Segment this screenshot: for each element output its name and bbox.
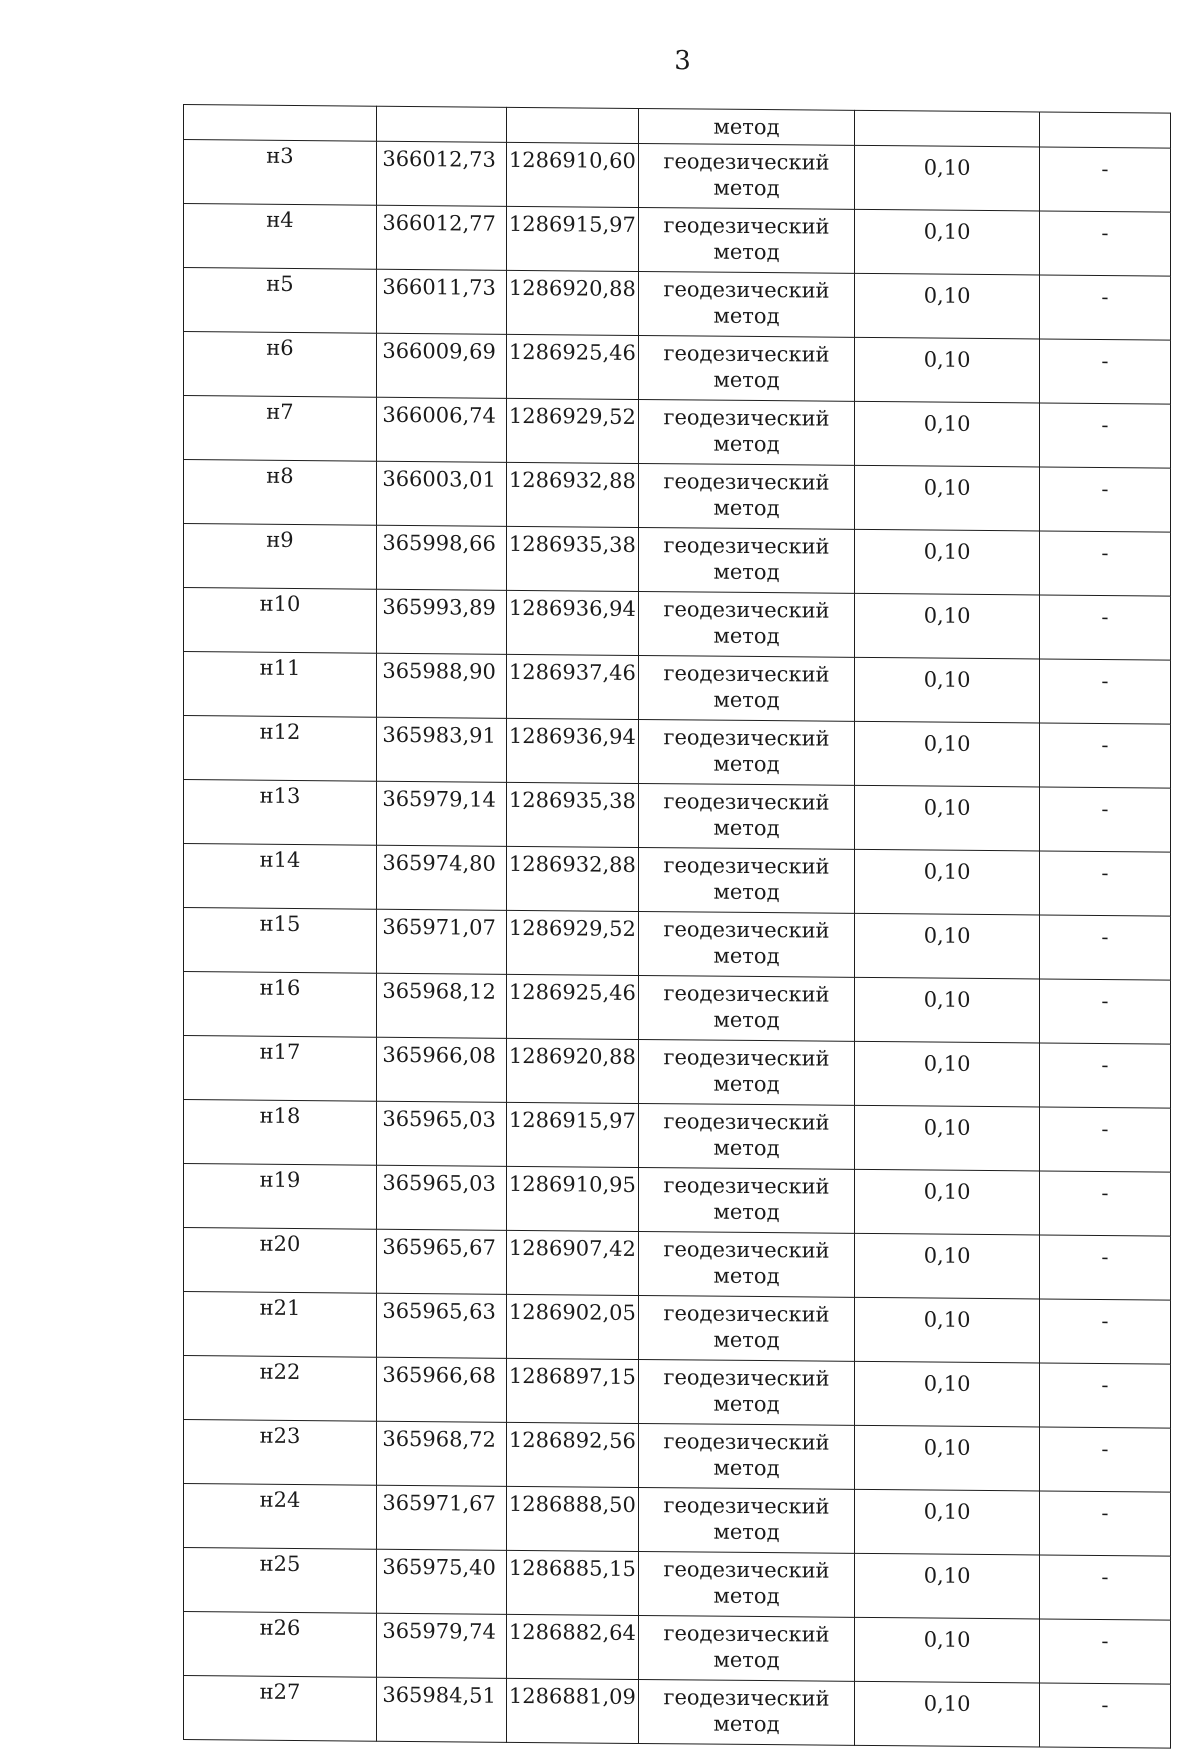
method-line-1: геодезический (663, 1109, 830, 1135)
x-coordinate-cell: 365968,12 (376, 973, 506, 1038)
y-coordinate-cell: 1286902,05 (506, 1294, 638, 1359)
description-cell: - (1039, 1107, 1170, 1172)
table-row (184, 1164, 1171, 1237)
method-cell (638, 399, 854, 465)
table-row (184, 140, 1171, 213)
table-row (184, 1420, 1171, 1493)
y-coordinate-cell: 1286936,94 (506, 590, 638, 655)
method-cell (638, 1551, 854, 1617)
accuracy-cell: 0,10 (855, 1041, 1040, 1107)
method-line-1: геодезический (663, 661, 830, 687)
method-line-2: метод (713, 495, 780, 521)
y-coordinate-cell: 1286907,42 (506, 1230, 638, 1295)
method-line-1: геодезический (663, 213, 830, 239)
point-number-cell: н12 (184, 716, 377, 782)
point-number-cell: н9 (184, 524, 377, 590)
accuracy-cell: 0,10 (855, 337, 1040, 403)
point-number-cell: н22 (184, 1356, 377, 1422)
method-cell (638, 847, 854, 913)
method-line-1: геодезический (663, 277, 830, 303)
accuracy-cell: 0,10 (855, 465, 1040, 531)
method-cell (638, 975, 854, 1041)
table-row (184, 1676, 1171, 1749)
y-coordinate-cell: 1286932,88 (506, 462, 638, 527)
point-number-cell: н24 (184, 1484, 377, 1550)
method-line-2: метод (713, 1647, 780, 1673)
method-cell (638, 143, 854, 209)
x-coordinate-cell: 366003,01 (376, 461, 506, 526)
accuracy-cell: 0,10 (855, 785, 1040, 851)
method-line-2: метод (713, 687, 780, 713)
method-line-1: геодезический (663, 469, 830, 495)
x-coordinate-cell: 366011,73 (376, 269, 506, 334)
x-coordinate-cell: 365974,80 (376, 845, 506, 910)
x-coordinate-cell: 365971,67 (376, 1485, 506, 1550)
accuracy-cell: 0,10 (855, 849, 1040, 915)
description-cell: - (1039, 467, 1170, 532)
accuracy-cell: 0,10 (855, 657, 1040, 723)
table-row (184, 396, 1171, 469)
method-cell (638, 1039, 854, 1105)
accuracy-cell: 0,10 (855, 913, 1040, 979)
description-cell: - (1039, 531, 1170, 596)
x-coordinate-cell: 366012,73 (376, 141, 506, 206)
method-line-1: геодезический (663, 725, 830, 751)
method-cell (638, 655, 854, 721)
description-cell: - (1039, 211, 1170, 276)
accuracy-cell: 0,10 (855, 1489, 1040, 1555)
accuracy-cell: 0,10 (855, 1169, 1040, 1235)
accuracy-cell: 0,10 (855, 529, 1040, 595)
x-coordinate-cell: 365966,68 (376, 1357, 506, 1422)
method-line-1: геодезический (663, 1621, 830, 1647)
table-row (184, 204, 1171, 277)
accuracy-cell: 0,10 (855, 1617, 1040, 1683)
y-coordinate-cell: 1286915,97 (506, 1102, 638, 1167)
description-cell: - (1039, 979, 1170, 1044)
description-cell: - (1039, 1555, 1170, 1620)
y-coordinate-cell: 1286935,38 (506, 782, 638, 847)
method-line-2: метод (713, 559, 780, 585)
point-number-cell: н5 (184, 268, 377, 334)
table-row (184, 652, 1171, 725)
point-number-cell: н15 (184, 908, 377, 974)
accuracy-cell: 0,10 (855, 593, 1040, 659)
method-line-1: геодезический (663, 341, 830, 367)
point-cell (184, 105, 377, 142)
method-line-1: геодезический (663, 149, 830, 175)
y-coordinate-cell: 1286925,46 (506, 334, 638, 399)
accuracy-cell: 0,10 (855, 977, 1040, 1043)
y-coordinate-cell: 1286915,97 (506, 206, 638, 271)
description-cell: - (1039, 1299, 1170, 1364)
y-coordinate-cell: 1286882,64 (506, 1614, 638, 1679)
method-cell (638, 1487, 854, 1553)
y-coordinate-cell: 1286925,46 (506, 974, 638, 1039)
description-cell: - (1039, 1427, 1170, 1492)
table-row (184, 716, 1171, 789)
method-line-2: метод (713, 1007, 780, 1033)
table-row (184, 332, 1171, 405)
table-row (184, 972, 1171, 1045)
method-cell (638, 1615, 854, 1681)
point-number-cell: н14 (184, 844, 377, 910)
coordinates-table (183, 104, 1171, 1749)
description-cell (1039, 112, 1170, 148)
description-cell: - (1039, 147, 1170, 212)
method-line-1: геодезический (663, 1045, 830, 1071)
method-cell (638, 1295, 854, 1361)
method-line-2: метод (713, 1391, 780, 1417)
point-number-cell: н25 (184, 1548, 377, 1614)
method-line-1: геодезический (663, 1365, 830, 1391)
method-line-2: метод (713, 1327, 780, 1353)
x-coordinate-cell: 365965,03 (376, 1101, 506, 1166)
description-cell: - (1039, 1363, 1170, 1428)
x-coordinate-cell: 366006,74 (376, 397, 506, 462)
y-coordinate-cell: 1286935,38 (506, 526, 638, 591)
method-cell (638, 207, 854, 273)
accuracy-cell: 0,10 (855, 1553, 1040, 1619)
method-line-2: метод (713, 1519, 780, 1545)
method-line-1: геодезический (663, 1429, 830, 1455)
method-cell (638, 271, 854, 337)
y-coordinate-cell: 1286937,46 (506, 654, 638, 719)
x-cell (376, 106, 506, 142)
x-coordinate-cell: 365966,08 (376, 1037, 506, 1102)
y-coordinate-cell: 1286929,52 (506, 398, 638, 463)
x-coordinate-cell: 365968,72 (376, 1421, 506, 1486)
y-coordinate-cell: 1286892,56 (506, 1422, 638, 1487)
method-line-2: метод (713, 815, 780, 841)
x-coordinate-cell: 365998,66 (376, 525, 506, 590)
method-line-1: геодезический (663, 533, 830, 559)
method-cell: метод (638, 108, 854, 145)
y-coordinate-cell: 1286910,60 (506, 142, 638, 207)
point-number-cell: н13 (184, 780, 377, 846)
method-line-1: геодезический (663, 917, 830, 943)
method-line-2: метод (713, 1135, 780, 1161)
point-number-cell: н7 (184, 396, 377, 462)
table-row (184, 1612, 1171, 1685)
accuracy-cell: 0,10 (855, 1681, 1040, 1747)
table-row (184, 1292, 1171, 1365)
method-cell (638, 1103, 854, 1169)
table-row (184, 780, 1171, 853)
x-coordinate-cell: 366009,69 (376, 333, 506, 398)
y-coordinate-cell: 1286888,50 (506, 1486, 638, 1551)
point-number-cell: н16 (184, 972, 377, 1038)
table-row (184, 268, 1171, 341)
method-line-1: геодезический (663, 1301, 830, 1327)
method-line-2: метод (713, 1199, 780, 1225)
method-line-1: геодезический (663, 1493, 830, 1519)
x-coordinate-cell: 365984,51 (376, 1677, 506, 1742)
table-row (184, 1036, 1171, 1109)
method-line-2: метод (713, 1583, 780, 1609)
table-row (184, 1356, 1171, 1429)
method-line-2: метод (713, 239, 780, 265)
x-coordinate-cell: 365983,91 (376, 717, 506, 782)
accuracy-cell: 0,10 (855, 1105, 1040, 1171)
point-number-cell: н26 (184, 1612, 377, 1678)
method-line-1: геодезический (663, 1685, 830, 1711)
method-cell (638, 591, 854, 657)
description-cell: - (1039, 915, 1170, 980)
method-cell (638, 783, 854, 849)
point-number-cell: н10 (184, 588, 377, 654)
x-coordinate-cell: 365971,07 (376, 909, 506, 974)
table-body (184, 105, 1171, 1749)
method-line-2: метод (713, 431, 780, 457)
method-cell (638, 1423, 854, 1489)
y-coordinate-cell: 1286936,94 (506, 718, 638, 783)
accuracy-cell: 0,10 (855, 1297, 1040, 1363)
method-line-1: геодезический (663, 597, 830, 623)
y-coordinate-cell: 1286885,15 (506, 1550, 638, 1615)
accuracy-cell (855, 110, 1040, 147)
method-line-1: геодезический (663, 1557, 830, 1583)
y-coordinate-cell: 1286910,95 (506, 1166, 638, 1231)
y-coordinate-cell: 1286932,88 (506, 846, 638, 911)
y-coordinate-cell: 1286920,88 (506, 1038, 638, 1103)
accuracy-cell: 0,10 (855, 1361, 1040, 1427)
description-cell: - (1039, 659, 1170, 724)
method-line-2: метод (713, 303, 780, 329)
table-row (184, 1548, 1171, 1621)
description-cell: - (1039, 1491, 1170, 1556)
method-line-1: геодезический (663, 853, 830, 879)
description-cell: - (1039, 723, 1170, 788)
method-line-1: геодезический (663, 405, 830, 431)
point-number-cell: н4 (184, 204, 377, 270)
table-row (184, 460, 1171, 533)
y-cell (506, 107, 638, 143)
point-number-cell: н3 (184, 140, 377, 206)
table-row (184, 1484, 1171, 1557)
point-number-cell: н17 (184, 1036, 377, 1102)
table-row (184, 588, 1171, 661)
point-number-cell: н8 (184, 460, 377, 526)
x-coordinate-cell: 365979,74 (376, 1613, 506, 1678)
method-cell (638, 1167, 854, 1233)
description-cell: - (1039, 275, 1170, 340)
accuracy-cell: 0,10 (855, 721, 1040, 787)
x-coordinate-cell: 365988,90 (376, 653, 506, 718)
description-cell: - (1039, 1683, 1170, 1748)
method-cell (638, 1679, 854, 1745)
x-coordinate-cell: 365965,63 (376, 1293, 506, 1358)
point-number-cell: н21 (184, 1292, 377, 1358)
accuracy-cell: 0,10 (855, 401, 1040, 467)
method-line-1: геодезический (663, 1173, 830, 1199)
point-number-cell: н18 (184, 1100, 377, 1166)
method-cell (638, 1359, 854, 1425)
x-coordinate-cell: 365993,89 (376, 589, 506, 654)
description-cell: - (1039, 339, 1170, 404)
method-cell (638, 911, 854, 977)
table-row (184, 524, 1171, 597)
point-number-cell: н23 (184, 1420, 377, 1486)
point-number-cell: н20 (184, 1228, 377, 1294)
x-coordinate-cell: 365979,14 (376, 781, 506, 846)
accuracy-cell: 0,10 (855, 1233, 1040, 1299)
x-coordinate-cell: 366012,77 (376, 205, 506, 270)
description-cell: - (1039, 787, 1170, 852)
point-number-cell: н19 (184, 1164, 377, 1230)
x-coordinate-cell: 365965,03 (376, 1165, 506, 1230)
accuracy-cell: 0,10 (855, 209, 1040, 275)
x-coordinate-cell: 365975,40 (376, 1549, 506, 1614)
point-number-cell: н27 (184, 1676, 377, 1742)
description-cell: - (1039, 1043, 1170, 1108)
method-cell (638, 1231, 854, 1297)
point-number-cell: н11 (184, 652, 377, 718)
method-cell (638, 335, 854, 401)
method-line-2: метод (713, 879, 780, 905)
method-line-2: метод (713, 623, 780, 649)
method-line-2: метод (713, 1455, 780, 1481)
accuracy-cell: 0,10 (855, 273, 1040, 339)
table-row (184, 844, 1171, 917)
table-row (184, 1228, 1171, 1301)
point-number-cell: н6 (184, 332, 377, 398)
page-number: 3 (674, 46, 691, 76)
description-cell: - (1039, 851, 1170, 916)
method-line-2: метод (713, 1711, 780, 1737)
method-line-2: метод (713, 367, 780, 393)
description-cell: - (1039, 1619, 1170, 1684)
y-coordinate-cell: 1286920,88 (506, 270, 638, 335)
method-cell (638, 463, 854, 529)
table-row (184, 1100, 1171, 1173)
method-line-1: геодезический (663, 981, 830, 1007)
method-line-2: метод (713, 175, 780, 201)
description-cell: - (1039, 595, 1170, 660)
method-line-2: метод (713, 1071, 780, 1097)
method-line-2: метод (713, 943, 780, 969)
method-cell (638, 527, 854, 593)
y-coordinate-cell: 1286929,52 (506, 910, 638, 975)
accuracy-cell: 0,10 (855, 1425, 1040, 1491)
description-cell: - (1039, 403, 1170, 468)
y-coordinate-cell: 1286897,15 (506, 1358, 638, 1423)
method-line-2: метод (713, 751, 780, 777)
method-cell (638, 719, 854, 785)
method-line-1: геодезический (663, 1237, 830, 1263)
y-coordinate-cell: 1286881,09 (506, 1678, 638, 1743)
accuracy-cell: 0,10 (855, 145, 1040, 211)
description-cell: - (1039, 1235, 1170, 1300)
description-cell: - (1039, 1171, 1170, 1236)
method-line-2: метод (713, 1263, 780, 1289)
table-row (184, 908, 1171, 981)
x-coordinate-cell: 365965,67 (376, 1229, 506, 1294)
method-line-1: геодезический (663, 789, 830, 815)
